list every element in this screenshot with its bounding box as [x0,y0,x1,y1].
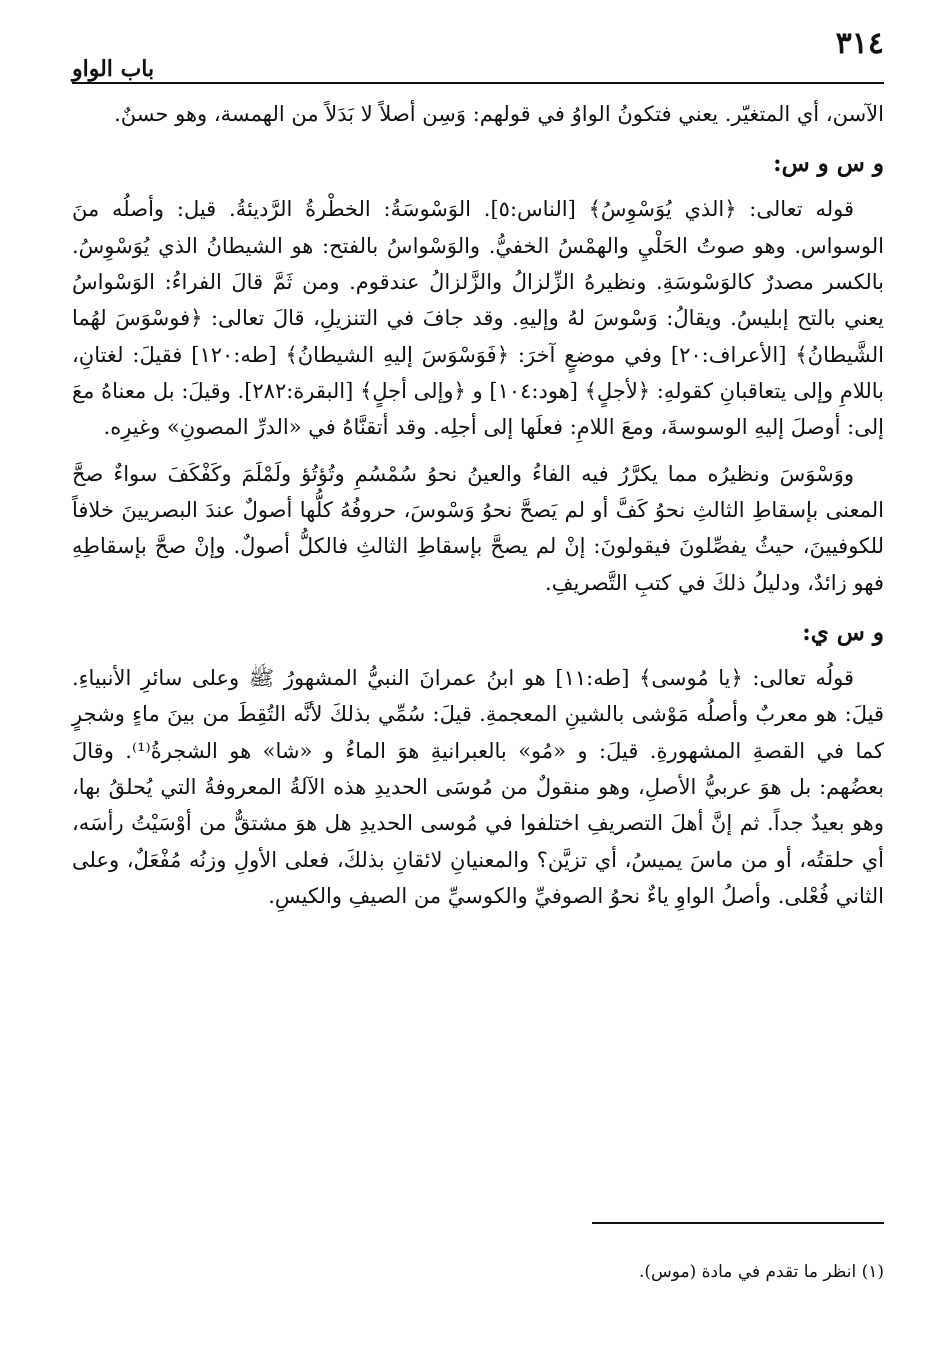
footnote: (١) انظر ما تقدم في مادة (موس). [638,1262,884,1282]
page-content [72,96,884,914]
page-number: ٣١٤ [835,26,884,61]
footnote-divider [592,1222,884,1224]
book-page [72,20,884,1340]
chapter-title: باب الواو [72,56,155,82]
wsws-paragraph-1: قوله تعالى: ﴿الذي يُوَسْوِسُ﴾ [الناس:٥]. الوَسْوسَةُ: الخطْرةُ الرَّديئةُ. قيل: وأصلُه منَ الوسواس. وهو صوتُ الحَلْيِ والهمْسُ الخفيُّ. والوَسْواسُ بالفتح: هو الشيطانُ الذي يُوَسْوِسُ. بالكسر مصدرٌ كالوَسْوسَةِ. ونظيرهُ الزِّلزالُ والزَّلزالُ عندقوم. ومن ثَمَّ قالَ الفراءُ: الوَسْواسُ يعني بالتح إبليسُ. ويقالُ: وَسْوسَ لهُ وإليهِ. وقد جافَ في التنزيلِ، قالَ تعالى: ﴿فوسْوَسَ لهُما الشَّيطانُ﴾ [الأعراف:٢٠] وفي موضعٍ آخرَ: ﴿فَوَسْوَسَ إليهِ الشيطانُ﴾ [طه:١٢٠] فقيلَ: لغتانِ، باللامِ وإلى يتعاقبانِ كقولهِ: ﴿لأجلٍ﴾ [هود:١٠٤] و ﴿وإلى أجلٍ﴾ [البقرة:٢٨٢]. وقيلَ: بل معناهُ معَ إلى: أوصلَ إليهِ الوسوسةَ، ومعَ اللامِ: فعلَها إلى أجلِه. وقد أتقنَّاهُ في «الدرِّ المصونِ» وغيرِه. [72,197,884,440]
intro-paragraph: الآسن، أي المتغيّر. يعني فتكونُ الواوُ في قولهم: وَسِن أصلاً لا بَدَلاً من الهمسة، وهو حسنٌ. [114,102,884,126]
section-heading-wsy: و س ي: [802,618,884,646]
page-header [72,20,884,84]
section-heading-wsws: و س و س: [773,150,884,178]
wsws-paragraph-2: ووَسْوَسَ ونظيرُه مما يكرَّرُ فيه الفاءُ والعينُ نحوُ سُمْسُمِ وتُؤتُؤ ولَمْلَمَ وكَفْكَفَ سواءٌ صحَّ المعنى بإسقاطِ الثالثِ نحوُ كَفَّ أو لم يَصحَّ نحوُ وَسْوسَ، حروفُهُ كلُّها أصولٌ عندَ البصريينَ خلافاً للكوفيينَ، حيثُ يفصِّلونَ فيقولونَ: إنْ لم يصحَّ بإسقاطِ الثالثِ فالكلُّ أصولٌ. وإنْ صحَّ بإسقاطِهِ فهو زائدٌ، ودليلُ ذلكَ في كتبِ التَّصريفِ. [72,461,884,595]
wsy-paragraph-1: قولُه تعالى: ﴿يا مُوسى﴾ [طه:١١] هو ابنُ عمرانَ النبيُّ المشهورُ ﷺ وعلى سائرِ الأنبياءِ. قيلَ: هو معربٌ وأصلُه مَوْشى بالشينِ المعجمةِ. قيلَ: سُمِّي بذلكَ لأنَّه التُقِطَ من بينَ ماءٍ وشجرٍ كما في القصةِ المشهورةِ. قيلَ: و «مُو» بالعبرانيةِ هوَ الماءُ و «شا» هو الشجرةُ⁽¹⁾. وقالَ بعضُهم: بل هوَ عربيُّ الأصلِ، وهو منقولٌ من مُوسَى الحديدِ هذه الآلةُ المعروفةُ التي يُحلقُ بها، وهو بعيدٌ جداً. ثم إنَّ أهلَ التصريفِ اختلفوا في مُوسى الحديدِ هل هوَ مشتقٌّ من أوْسَيْتُ رأسَه، أي حلقتُه، أو من ماسَ يميسُ، أي تزيَّن؟ والمعنيانِ لائقانِ بذلكَ، فعلى الأولِ وزنُه مُفْعَلٌ، وعلى الثاني فُعْلى. وأصلُ الواوِ ياءٌ نحوُ الصوفيِّ والكوسيِّ من الصيفِ والكيسِ. [72,665,885,908]
